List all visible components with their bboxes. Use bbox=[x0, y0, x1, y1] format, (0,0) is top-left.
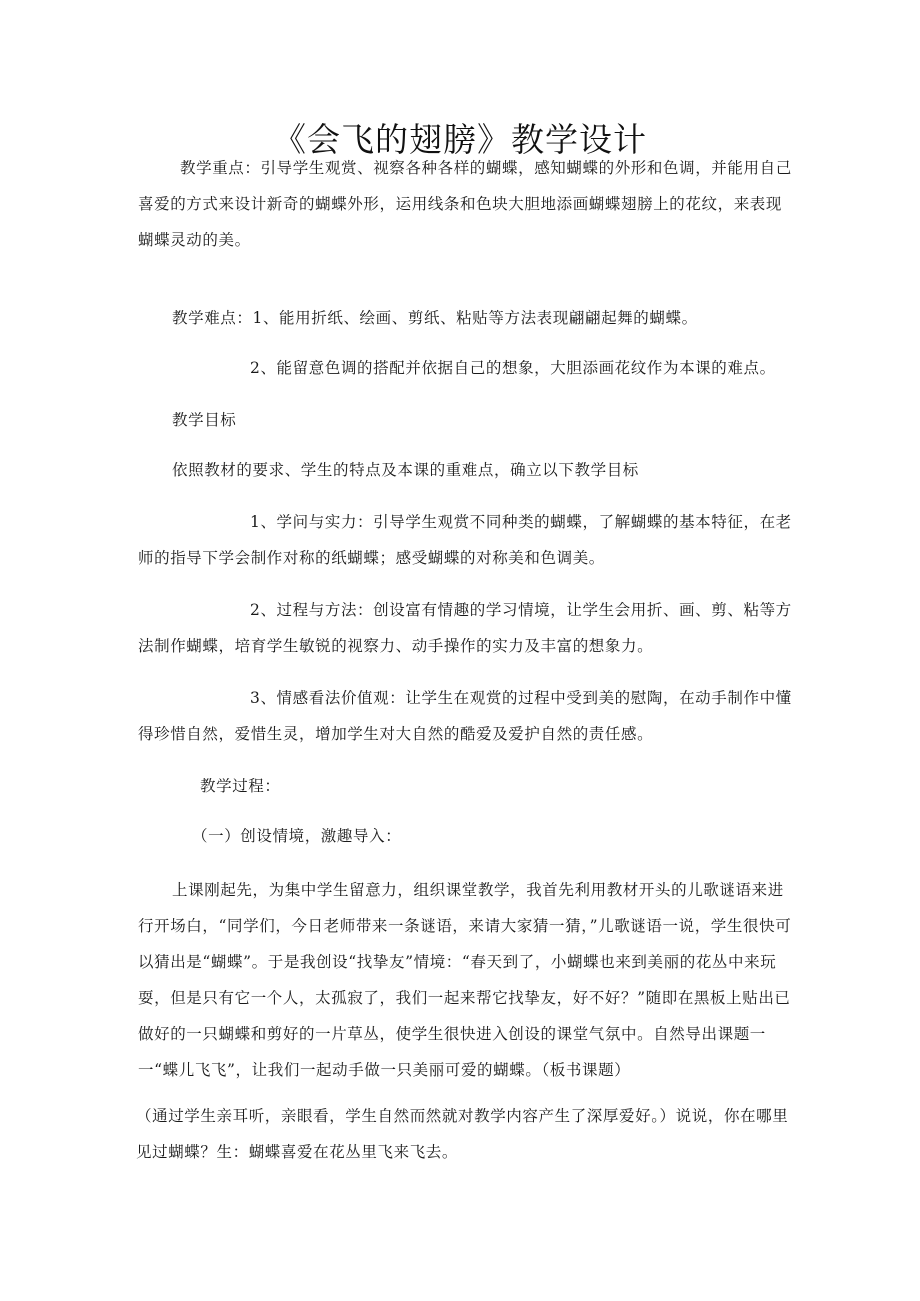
step-1-body-paragraph: 上课刚起先，为集中学生留意力，组织课堂教学，我首先利用教材开头的儿歌谜语来进行开场白，“同学们，今日老师带来一条谜语，来请大家猜一猜，”儿歌谜语一说，学生很快可以猜出是“蝴蝶”。于是我创设“找挚友”情境：“春天到了，小蝴蝶也来到美丽的花丛中来玩耍，但是只有它一个人，太孤寂了，我们一起来帮它找挚友，好不好？”随即在黑板上贴出已做好的一只蝴蝶和剪好的一片草丛，使学生很快进入创设的课堂气氛中。自然导出课题一一“蝶儿飞飞”，让我们一起动手做一只美丽可爱的蝴蝶。（板书课题） bbox=[138, 881, 792, 1079]
objective-1-paragraph: 1、学问与实力：引导学生观赏不同种类的蝴蝶，了解蝴蝶的基本特征，在老师的指导下学会制作对称的纸蝴蝶；感受蝴蝶的对称美和色调美。 bbox=[138, 513, 792, 567]
objectives-heading: 教学目标 bbox=[172, 411, 237, 429]
objective-2-paragraph: 2、过程与方法：创设富有情趣的学习情境，让学生会用折、画、剪、粘等方法制作蝴蝶，培育学生敏锐的视察力、动手操作的实力及丰富的想象力。 bbox=[138, 601, 792, 655]
objectives-intro-paragraph: 依照教材的要求、学生的特点及本课的重难点，确立以下教学目标 bbox=[172, 461, 639, 479]
objective-3-paragraph: 3、情感看法价值观：让学生在观赏的过程中受到美的慰陶，在动手制作中懂得珍惜自然，爱惜生灵，增加学生对大自然的酷爱及爱护自然的责任感。 bbox=[138, 689, 792, 743]
difficulty-2-paragraph: 2、能留意色调的搭配并依据自己的想象，大胆添画花纹作为本课的难点。 bbox=[250, 359, 776, 377]
document-title: 《会飞的翅膀》教学设计 bbox=[273, 120, 647, 159]
difficulty-1-paragraph: 教学难点：1、能用折纸、绘画、剪纸、粘贴等方法表现翩翩起舞的蝴蝶。 bbox=[172, 309, 698, 327]
step-1-heading: （一）创设情境，激趣导入： bbox=[192, 827, 402, 845]
key-points-paragraph: 教学重点：引导学生观赏、视察各种各样的蝴蝶，感知蝴蝶的外形和色调，并能用自己喜爱的方式来设计新奇的蝴蝶外形，运用线条和色块大胆地添画蝴蝶翅膀上的花纹，来表现蝴蝶灵动的美。 bbox=[138, 159, 792, 249]
process-heading: 教学过程： bbox=[200, 777, 281, 795]
step-1-note-paragraph: （通过学生亲耳听，亲眼看，学生自然而然就对教学内容产生了深厚爱好。）说说，你在哪里见过蝴蝶？生：蝴蝶喜爱在花丛里飞来飞去。 bbox=[136, 1107, 789, 1161]
